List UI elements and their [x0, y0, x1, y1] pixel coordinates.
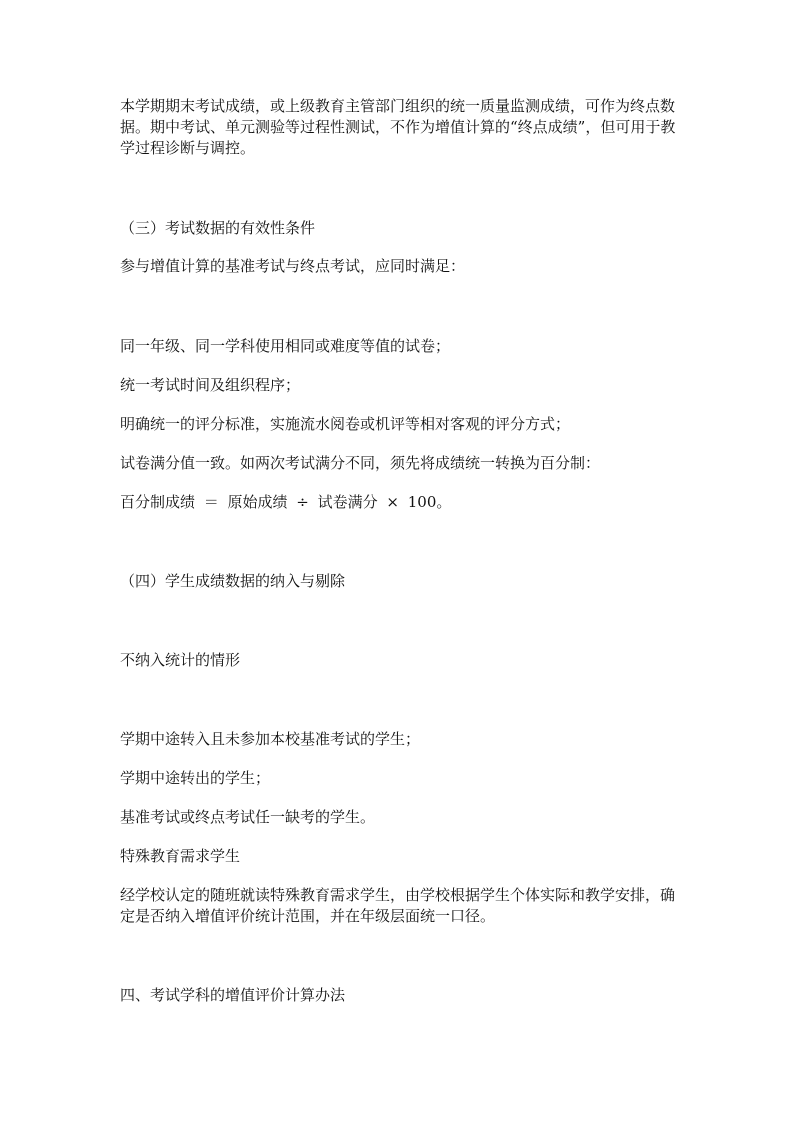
paragraph-special-needs: 经学校认定的随班就读特殊教育需求学生，由学校根据学生个体实际和教学安排，确定是否纳入增值评价统计范围，并在年级层面统一口径。	[120, 886, 676, 925]
heading-student-data: （四）学生成绩数据的纳入与剔除	[120, 572, 346, 590]
heading-exam-validity: （三）考试数据的有效性条件	[120, 219, 316, 237]
subheading-special-needs: 特殊教育需求学生	[120, 847, 241, 865]
exclusion-item-3: 基准考试或终点考试任一缺考的学生。	[120, 808, 376, 826]
condition-item-2: 统一考试时间及组织程序；	[120, 376, 301, 394]
exclusion-item-1: 学期中途转入且未参加本校基准考试的学生；	[120, 730, 421, 748]
condition-item-1: 同一年级、同一学科使用相同或难度等值的试卷；	[120, 337, 451, 355]
condition-item-4: 试卷满分值一致。如两次考试满分不同，须先将成绩统一转换为百分制：	[120, 454, 601, 472]
paragraph-endpoint-data: 本学期期末考试成绩，或上级教育主管部门组织的统一质量监测成绩，可作为终点数据。期中考试、单元测验等过程性测试，不作为增值计算的“终点成绩”，但可用于教学过程诊断与调控。	[120, 97, 676, 157]
heading-section-four: 四、考试学科的增值评价计算办法	[120, 986, 346, 1004]
subheading-exclusion: 不纳入统计的情形	[120, 651, 241, 669]
exclusion-item-2: 学期中途转出的学生；	[120, 769, 271, 787]
condition-item-3: 明确统一的评分标准，实施流水阅卷或机评等相对客观的评分方式；	[120, 415, 571, 433]
formula-percent-score: 百分制成绩 ＝ 原始成绩 ÷ 试卷满分 × 100。	[120, 493, 452, 511]
paragraph-conditions-intro: 参与增值计算的基准考试与终点考试，应同时满足：	[120, 257, 466, 275]
